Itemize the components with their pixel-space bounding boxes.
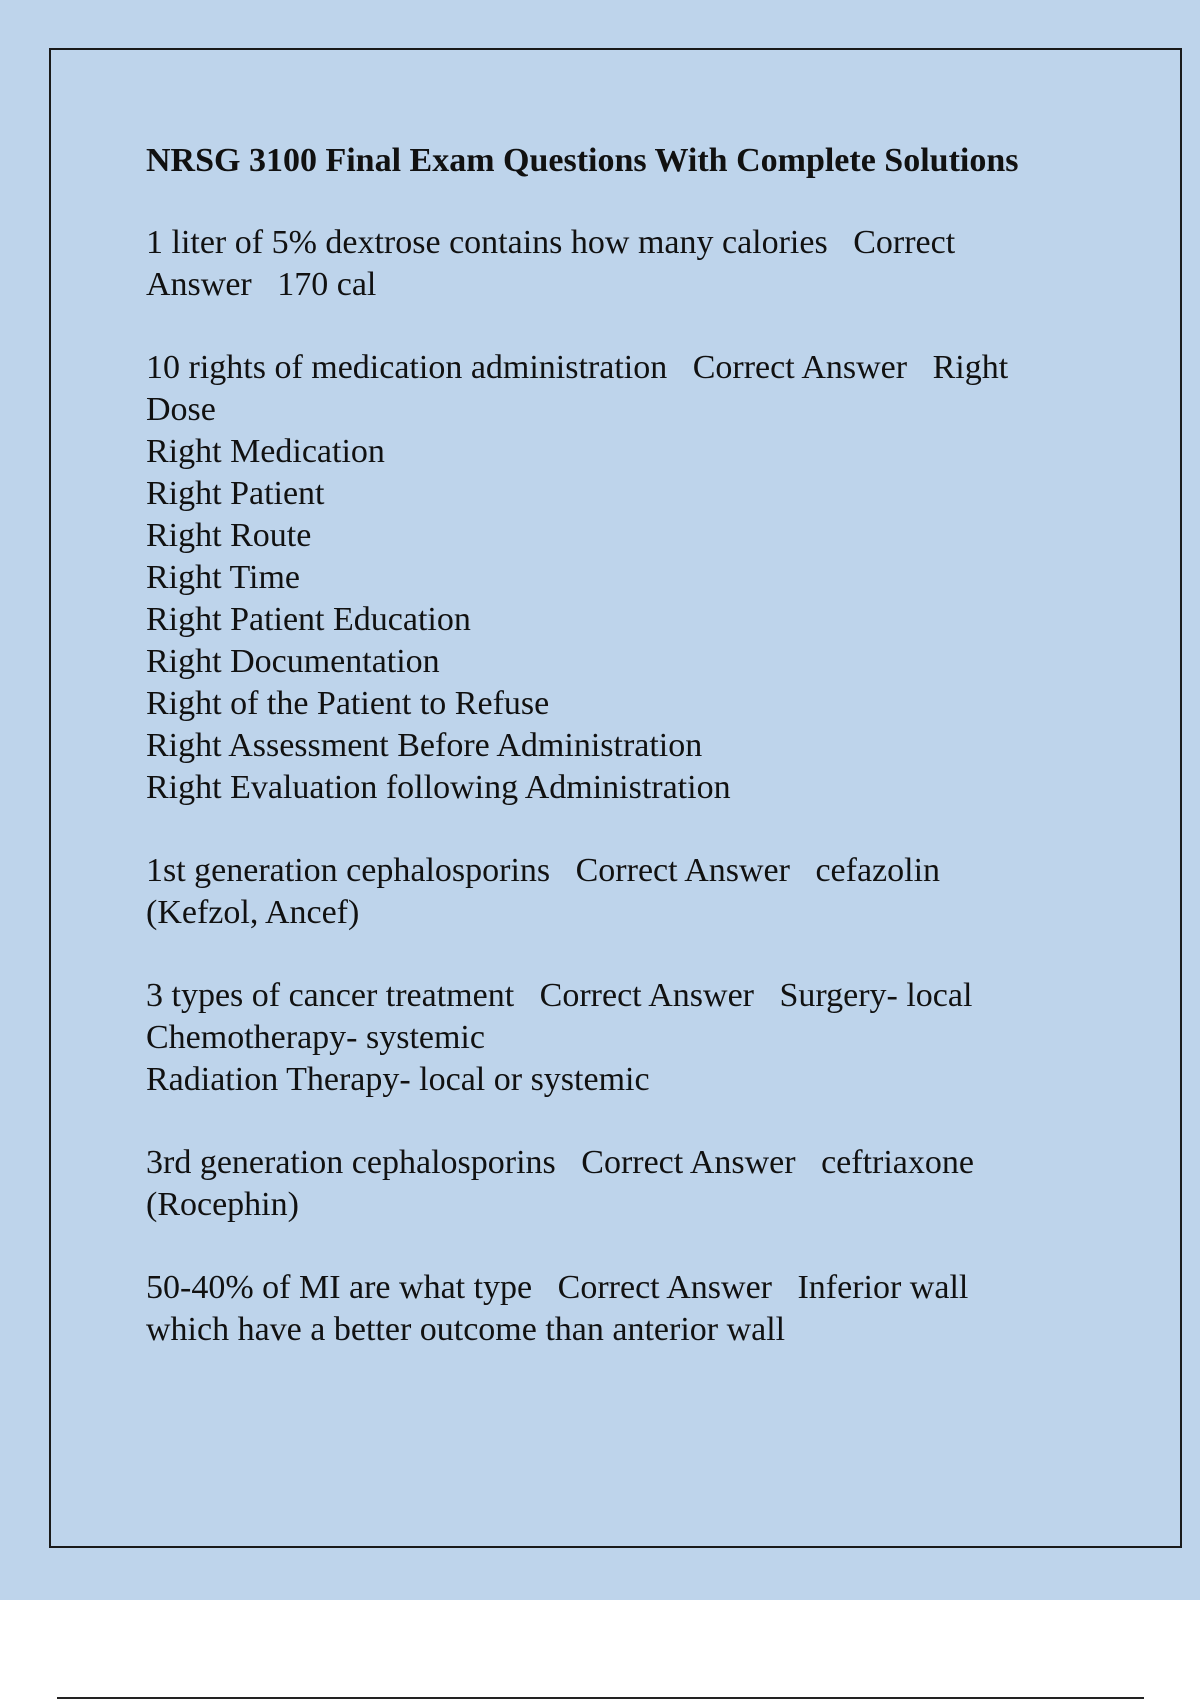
qa-line: 3rd generation cephalosporins Correct Answer ceftriaxone xyxy=(146,1144,974,1181)
qa-line: Right Route xyxy=(146,517,312,554)
qa-line: (Kefzol, Ancef) xyxy=(146,894,360,931)
qa-line: 1 liter of 5% dextrose contains how many calories Correct xyxy=(146,224,956,261)
qa-line: Right Documentation xyxy=(146,643,440,680)
document-title: NRSG 3100 Final Exam Questions With Complete Solutions xyxy=(146,142,1019,179)
qa-item xyxy=(146,1142,1106,1226)
qa-item xyxy=(146,975,1106,1101)
qa-line: 50-40% of MI are what type Correct Answer Inferior wall xyxy=(146,1269,969,1306)
qa-line: (Rocephin) xyxy=(146,1186,299,1223)
qa-item xyxy=(146,1267,1106,1351)
qa-line: Right Medication xyxy=(146,433,385,470)
qa-item xyxy=(146,222,1106,306)
qa-line: Answer 170 cal xyxy=(146,266,377,303)
qa-item xyxy=(146,850,1106,934)
qa-line: Right Assessment Before Administration xyxy=(146,727,703,764)
qa-item xyxy=(146,347,1106,809)
qa-line: Right Patient xyxy=(146,475,325,512)
footer-rule xyxy=(57,1697,1144,1699)
qa-line: 3 types of cancer treatment Correct Answer Surgery- local xyxy=(146,977,973,1014)
qa-line: Right of the Patient to Refuse xyxy=(146,685,550,722)
qa-line: which have a better outcome than anterior wall xyxy=(146,1311,786,1348)
document-body xyxy=(146,140,1106,1392)
qa-line: Dose xyxy=(146,391,216,428)
qa-line: 1st generation cephalosporins Correct Answer cefazolin xyxy=(146,852,941,889)
qa-line: Right Evaluation following Administration xyxy=(146,769,731,806)
qa-line: Radiation Therapy- local or systemic xyxy=(146,1061,650,1098)
qa-line: 10 rights of medication administration Correct Answer Right xyxy=(146,349,1009,386)
qa-line: Right Patient Education xyxy=(146,601,471,638)
qa-line: Right Time xyxy=(146,559,301,596)
qa-line: Chemotherapy- systemic xyxy=(146,1019,485,1056)
